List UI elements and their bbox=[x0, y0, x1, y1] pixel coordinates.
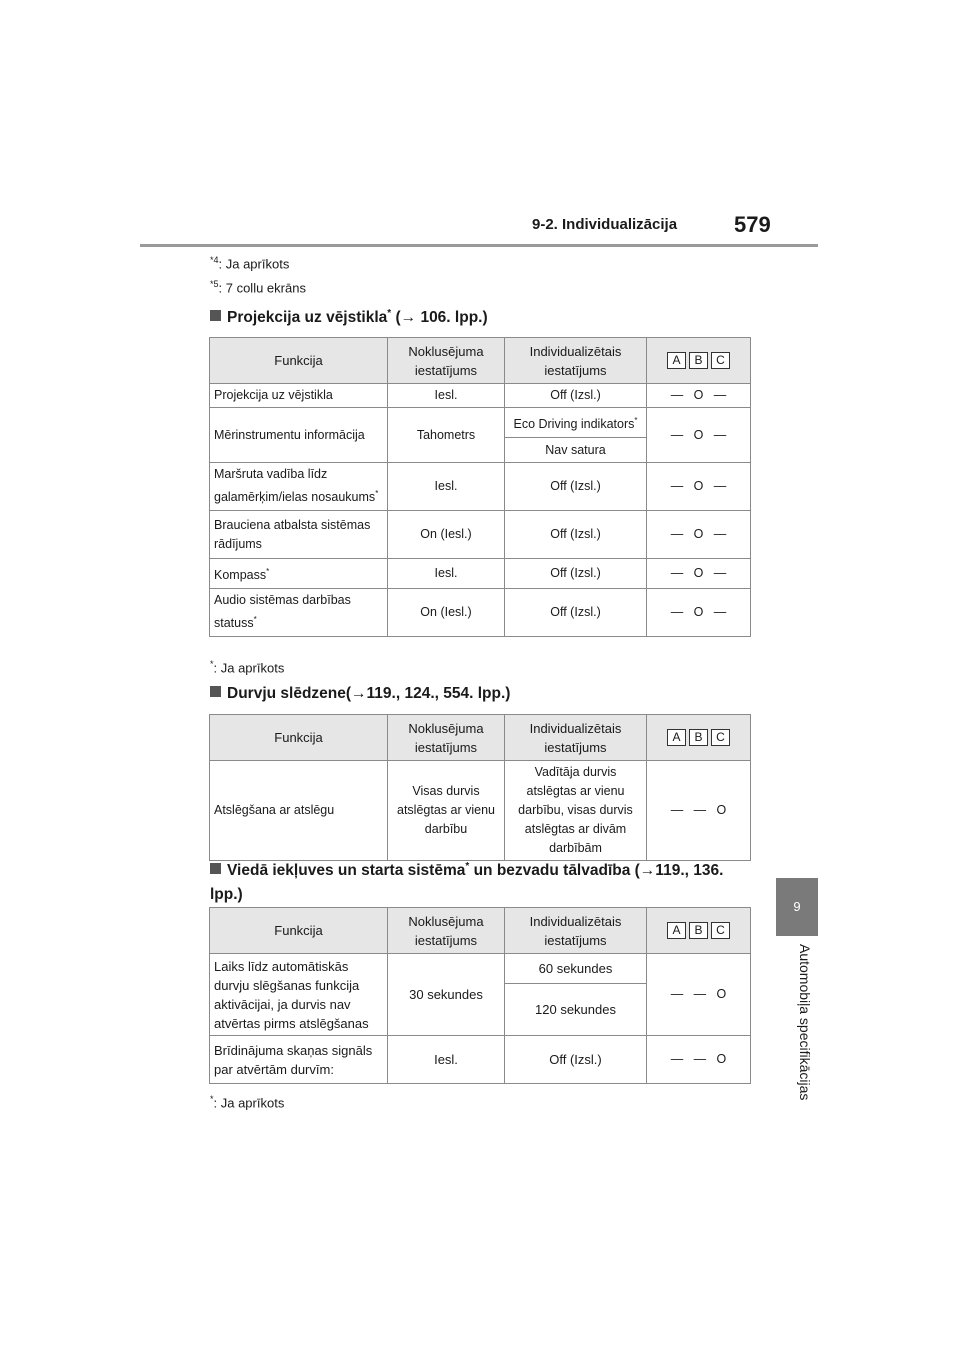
column-header: Individualizētais iestatījums bbox=[505, 908, 647, 954]
chapter-tab: 9 bbox=[776, 878, 818, 936]
column-header: Noklusējuma iestatījums bbox=[388, 715, 505, 761]
column-header: Noklusējuma iestatījums bbox=[388, 338, 505, 384]
table-row: Maršruta vadība līdz galamērķim/ielas nosaukums* Iesl. Off (Izsl.) — O — bbox=[210, 463, 751, 511]
bullet-square-icon bbox=[210, 310, 221, 321]
footnote: *: Ja aprīkots bbox=[210, 659, 285, 676]
table-row: Kompass* Iesl. Off (Izsl.) — O — bbox=[210, 559, 751, 589]
column-header: Funkcija bbox=[210, 338, 388, 384]
table-row: Mērinstrumentu informācija Tahometrs Eco Driving indikators* — O — bbox=[210, 408, 751, 438]
bullet-square-icon bbox=[210, 686, 221, 697]
table-row: 120 sekundes bbox=[210, 984, 751, 1036]
footnote: $^{*5}$: 7 collu ekrāns bbox=[210, 279, 306, 296]
abc-header: A B C bbox=[647, 338, 751, 384]
section-header: 9-2. Individualizācija bbox=[532, 216, 678, 233]
footnote: $^{*4}$: Ja aprīkots bbox=[210, 255, 290, 272]
column-header: Individualizētais iestatījums bbox=[505, 715, 647, 761]
column-header: Funkcija bbox=[210, 908, 388, 954]
abc-header: A B C bbox=[647, 908, 751, 954]
bullet-square-icon bbox=[210, 863, 221, 874]
settings-table bbox=[209, 714, 751, 861]
table-row: Nav satura bbox=[210, 438, 751, 463]
header-divider bbox=[140, 244, 818, 247]
table-row: Laiks līdz automātiskās durvju slēgšanas funkcija aktivācijai, ja durvis nav atvērtas pirms atslēgšanas 30 sekundes 60 sekundes — — O bbox=[210, 954, 751, 984]
abc-header: A B C bbox=[647, 715, 751, 761]
table-row: Audio sistēmas darbības statuss* On (Iesl.) Off (Izsl.) — O — bbox=[210, 589, 751, 637]
footnote: *: Ja aprīkots bbox=[210, 1094, 285, 1111]
column-header: Funkcija bbox=[210, 715, 388, 761]
table-row: Brīdinājuma skaņas signāls par atvērtām durvīm: Iesl. Off (Izsl.) — — O bbox=[210, 1036, 751, 1084]
column-header: Noklusējuma iestatījums bbox=[388, 908, 505, 954]
table-row: Projekcija uz vējstikla Iesl. Off (Izsl.) — O — bbox=[210, 384, 751, 408]
chapter-label: Automobiļa specifikācijas bbox=[797, 944, 813, 1101]
section-title: Projekcija uz vējstikla* (→ 106. lpp.) bbox=[210, 308, 488, 327]
table-row: Atslēgšana ar atslēgu Visas durvis atslēgtas ar vienu darbību Vadītāja durvis atslēgtas ar vienu darbību, visas durvis atslēgtas ar divām darbībām — — O bbox=[210, 761, 751, 861]
table-row: Brauciena atbalsta sistēmas rādījums On (Iesl.) Off (Izsl.) — O — bbox=[210, 511, 751, 559]
section-title: Viedā iekļuves un starta sistēma* un bezvadu tālvadība (→119., 136. lpp.) bbox=[210, 861, 724, 904]
column-header: Individualizētais iestatījums bbox=[505, 338, 647, 384]
section-title: Durvju slēdzene(→119., 124., 554. lpp.) bbox=[210, 685, 510, 703]
page-number: 579 bbox=[734, 212, 771, 237]
settings-table bbox=[209, 907, 751, 1084]
settings-table bbox=[209, 337, 751, 637]
